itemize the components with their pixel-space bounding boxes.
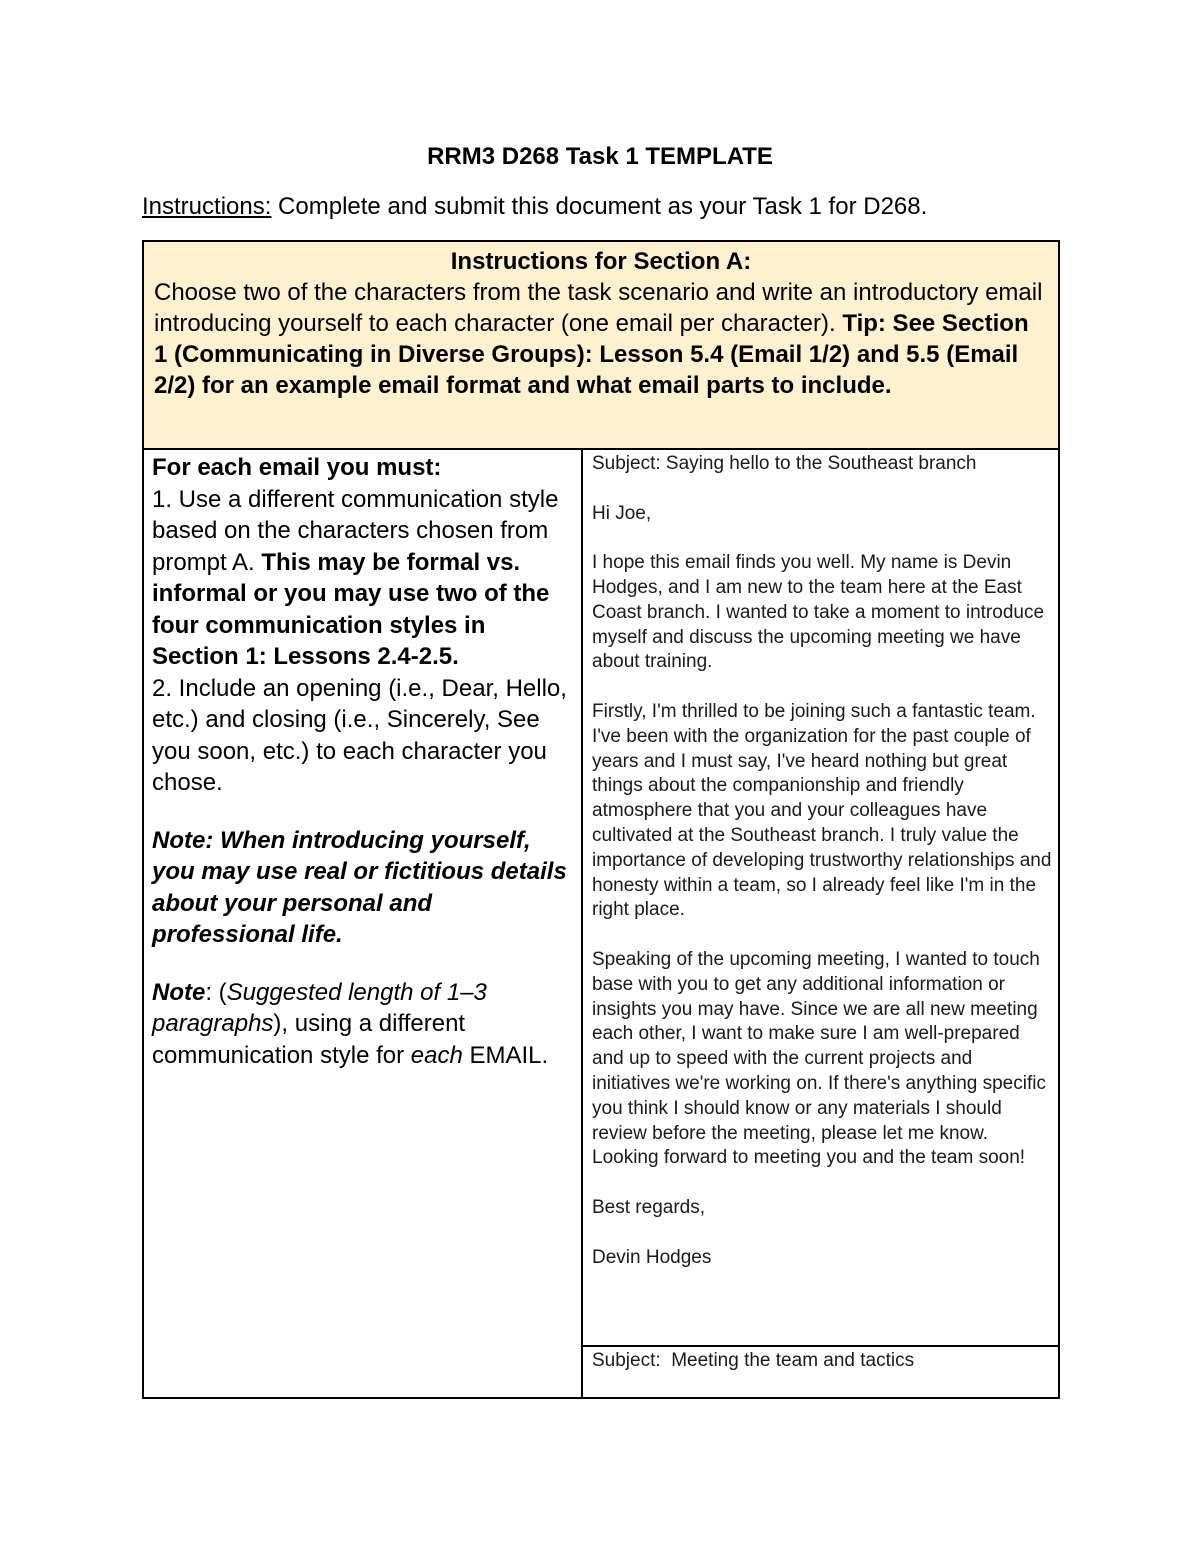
section-a-instructions-box bbox=[142, 240, 1060, 450]
email-1-signature: Devin Hodges bbox=[592, 1246, 712, 1268]
section-a-body bbox=[154, 277, 1048, 401]
section-a-tip: Tip: See Section 1 (Communicating in Diverse Groups): Lesson 5.4 (Email 1/2) and 5.5 (Email 2/2) for an example email format and what email parts to include. bbox=[154, 310, 1029, 399]
document-title: RRM3 D268 Task 1 TEMPLATE bbox=[427, 143, 773, 170]
email-2-subject: Subject: Meeting the team and tactics bbox=[592, 1350, 915, 1371]
email-2-cell-border bbox=[581, 1345, 1060, 1347]
email-1-closing: Best regards, bbox=[592, 1196, 705, 1218]
requirements-heading: For each email you must: bbox=[152, 454, 442, 481]
note-length-italic: Suggested length of 1–3 paragraphs bbox=[152, 978, 487, 1037]
note-text-b: ), using a different communication style for bbox=[152, 1010, 466, 1069]
note-suggested-length bbox=[152, 977, 572, 1072]
section-a-body-text: Choose two of the characters from the task scenario and write an introductory email introducing yourself to each character (one email per character). bbox=[154, 279, 1043, 337]
email-1-paragraph-3: Speaking of the upcoming meeting, I wanted to touch base with you to get any additional information or insights you may have. Since we are all new meeting each other, I want to make sure I am well-prepared and up to speed with the current projects and initiatives we're working on. If there's anything specific you think I should know or any materials I should review before the meeting, please let me know. Looking forward to meeting you and the team soon! bbox=[592, 948, 1046, 1169]
column-divider bbox=[581, 450, 583, 1399]
note-text-end: EMAIL. bbox=[462, 1041, 549, 1069]
requirement-item-1-text: 1. Use a different communication style based on the characters chosen from prompt A. bbox=[152, 485, 559, 576]
note-label: Note bbox=[152, 978, 206, 1006]
instructions-label: Instructions: bbox=[142, 193, 272, 220]
section-a-heading: Instructions for Section A: bbox=[450, 248, 752, 275]
requirement-item-2: 2. Include an opening (i.e., Dear, Hello, etc.) and closing (i.e., Sincerely, See you soon, etc.) to each character you chose. bbox=[152, 674, 567, 796]
email-1-cell bbox=[592, 452, 1054, 1270]
email-1-paragraph-1: I hope this email finds you well. My name is Devin Hodges, and I am new to the team here at the East Coast branch. I wanted to take a moment to introduce myself and discuss the upcoming meeting we have about training. bbox=[592, 552, 1045, 673]
note-text-a: : ( bbox=[205, 978, 227, 1006]
note-personal-details: Note: When introducing yourself, you may use real or fictitious details about your personal and professional life. bbox=[152, 826, 567, 948]
email-1-greeting: Hi Joe, bbox=[592, 502, 652, 524]
requirement-item-1-emphasis: This may be formal vs. informal or you may use two of the four communication styles in Section 1: Lessons 2.4-2.5. bbox=[152, 548, 550, 670]
instructions-text: Complete and submit this document as your Task 1 for D268. bbox=[271, 193, 928, 220]
requirements-cell bbox=[152, 452, 572, 1071]
email-1-paragraph-2: Firstly, I'm thrilled to be joining such a fantastic team. I've been with the organization for the past couple of years and I must say, I've heard nothing but great things about the companionship and friendly atmosphere that you and your colleagues have cultivated at the Southeast branch. I truly value the importance of developing trustworthy relationships and honesty within a team, so I already feel like I'm in the right place. bbox=[592, 700, 1052, 921]
instructions-line bbox=[142, 192, 927, 222]
note-each-italic: each bbox=[410, 1041, 463, 1069]
email-1-subject: Subject: Saying hello to the Southeast branch bbox=[592, 453, 977, 474]
requirement-item-1 bbox=[152, 484, 572, 673]
